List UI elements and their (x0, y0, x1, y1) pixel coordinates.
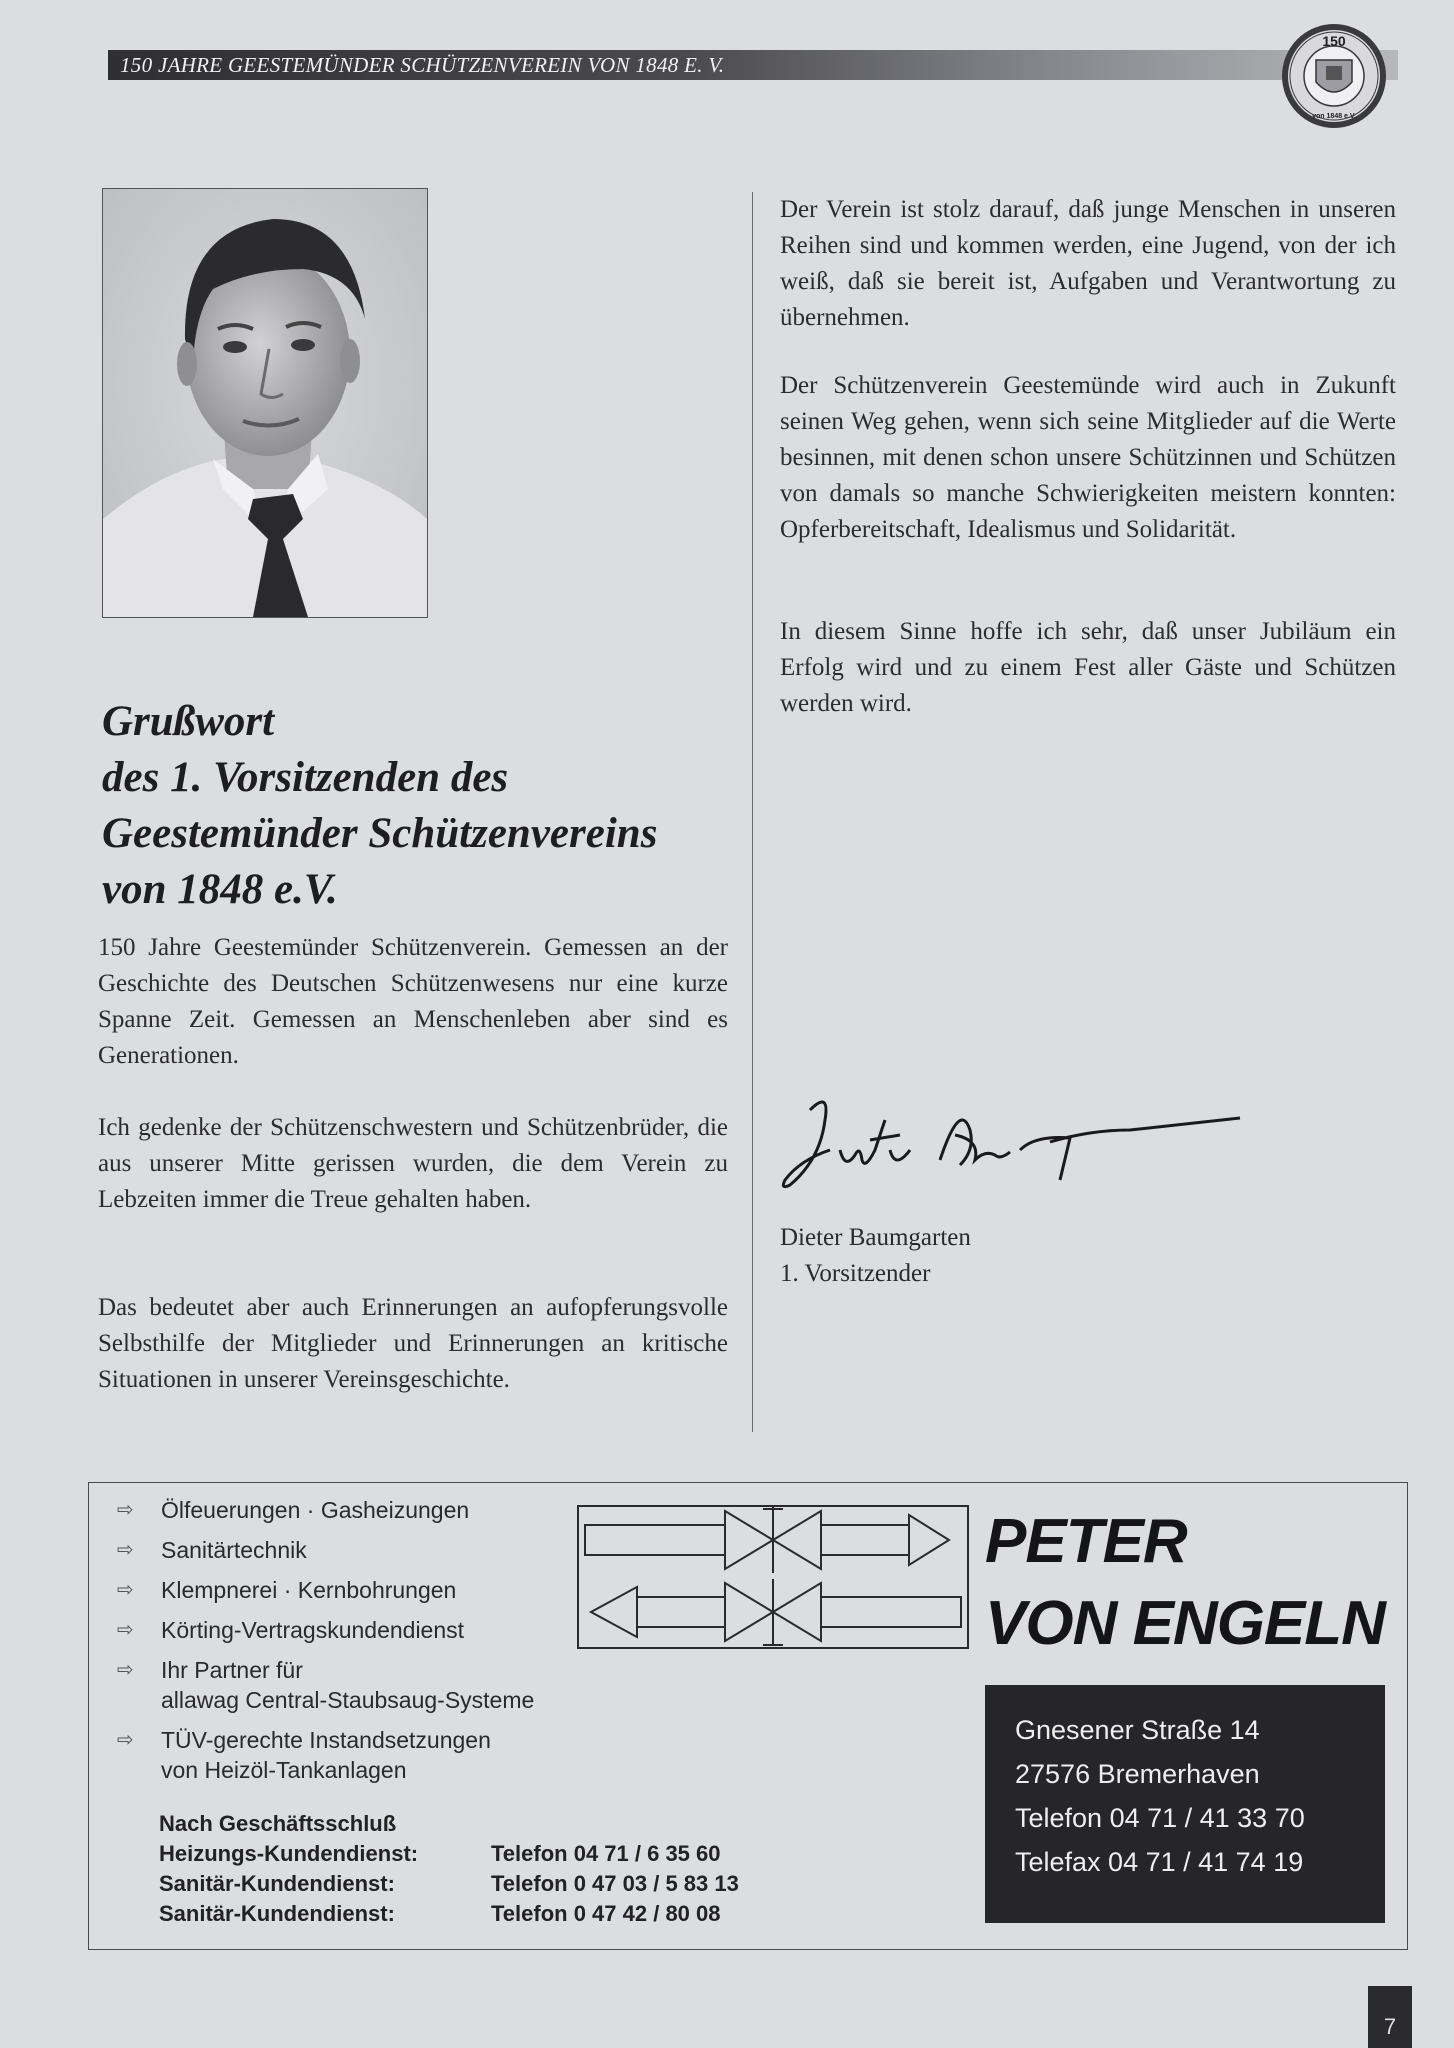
left-paragraph-1: 150 Jahre Geestemünder Schützenverein. Gemessen an der Geschichte des Deutschen Schützenwesens nur eine kurze Spanne Zeit. Gemessen an Menschenleben aber sind es Generationen. (98, 934, 728, 1069)
address: Gnesener Straße 14 (1015, 1715, 1260, 1745)
heading-line-4: von 1848 e.V. (102, 866, 338, 913)
service-item: ⇨ Körting-Vertragskundendienst (117, 1617, 465, 1643)
left-paragraph-2: Ich gedenke der Schützenschwestern und Schützenbrüder, die aus unserer Mitte gerissen wurden, die dem Verein zu Lebzeiten immer die Treue gehalten haben. (98, 1114, 728, 1213)
right-paragraph-1: Der Verein ist stolz darauf, daß junge Menschen in unseren Reihen sind und kommen werden, eine Jugend, von der ich weiß, daß sie bereit ist, Aufgaben und Verantwortung zu übernehmen. (780, 196, 1396, 331)
right-paragraph-2: Der Schützenverein Geestemünde wird auch in Zukunft seinen Weg gehen, wenn sich seine Mitglieder auf die Werte besinnen, mit denen schon unsere Schützinnen und Schützen von damals so manche Schwierigkeiten meistern konnten: Opferbereitschaft, Idealismus und Solidarität. (780, 372, 1396, 543)
service-item: ⇨ Ölfeuerungen · Gasheizungen (117, 1497, 470, 1523)
service-contact-row: Sanitär-Kundendienst: Telefon 0 47 42 / 80 08 (159, 1901, 721, 1926)
service-list (117, 1495, 637, 1795)
signatory-name: Dieter Baumgarten (780, 1224, 971, 1251)
page-number-tab (1368, 1986, 1412, 2048)
right-paragraph-3: In diesem Sinne hoffe ich sehr, daß unser Jubiläum ein Erfolg wird und zu einem Fest aller Gäste und Schützen werden wird. (780, 618, 1396, 717)
arrow-icon: ⇨ (117, 1659, 134, 1681)
company-name-line-1: PETER (985, 1507, 1187, 1576)
page-heading (102, 694, 742, 918)
page-number: 7 (1383, 2014, 1397, 2039)
service-item: ⇨ Sanitärtechnik (117, 1537, 307, 1563)
portrait-photo (102, 188, 428, 618)
company-name-line-2: VON ENGELN (985, 1589, 1385, 1658)
club-emblem-icon (1280, 22, 1388, 130)
arrow-icon: ⇨ (117, 1539, 134, 1561)
svg-text:von 1848 e.V.: von 1848 e.V. (1312, 113, 1356, 120)
service-item: ⇨ TÜV-gerechte Instandsetzungen von Heizöl-Tankanlagen (117, 1727, 491, 1783)
after-hours-title: Nach Geschäftsschluß (159, 1811, 397, 1836)
heading-line-3: Geestemünder Schützenvereins (102, 810, 658, 857)
left-paragraph-3: Das bedeutet aber auch Erinnerungen an aufopferungsvolle Selbsthilfe der Mitglieder und Erinnerungen an kritische Situationen in unserer Vereinsgeschichte. (98, 1294, 728, 1393)
advertisement (88, 1482, 1408, 1950)
after-hours-services (159, 1809, 739, 1929)
header-title: 150 JAHRE GEESTEMÜNDER SCHÜTZENVEREIN VON 1848 E. V. (120, 53, 725, 77)
header-bar (108, 50, 1398, 80)
company-name (985, 1501, 1385, 1665)
phone: Telefon 04 71 / 41 33 70 (1015, 1803, 1305, 1833)
fax: Telefax 04 71 / 41 74 19 (1015, 1847, 1304, 1877)
arrow-icon: ⇨ (117, 1499, 134, 1521)
city: 27576 Bremerhaven (1015, 1759, 1260, 1789)
heading-line-1: Grußwort (102, 698, 275, 745)
handwritten-signature (770, 1080, 1250, 1210)
column-divider (752, 192, 753, 1432)
arrow-icon: ⇨ (117, 1619, 134, 1641)
signatory (780, 1220, 971, 1292)
arrow-icon: ⇨ (117, 1729, 134, 1751)
service-item: ⇨ Ihr Partner für allawag Central-Staubsaug-Systeme (117, 1657, 535, 1713)
valve-arrows-logo (577, 1505, 969, 1649)
svg-text:150: 150 (1322, 33, 1346, 49)
contact-box (985, 1685, 1385, 1923)
heading-line-2: des 1. Vorsitzenden des (102, 754, 509, 801)
service-contact-row: Sanitär-Kundendienst: Telefon 0 47 03 / 5 83 13 (159, 1871, 739, 1896)
service-contact-row: Heizungs-Kundendienst: Telefon 04 71 / 6 35 60 (159, 1841, 721, 1866)
service-item: ⇨ Klempnerei · Kernbohrungen (117, 1577, 457, 1603)
signatory-role: 1. Vorsitzender (780, 1260, 931, 1287)
arrow-icon: ⇨ (117, 1579, 134, 1601)
